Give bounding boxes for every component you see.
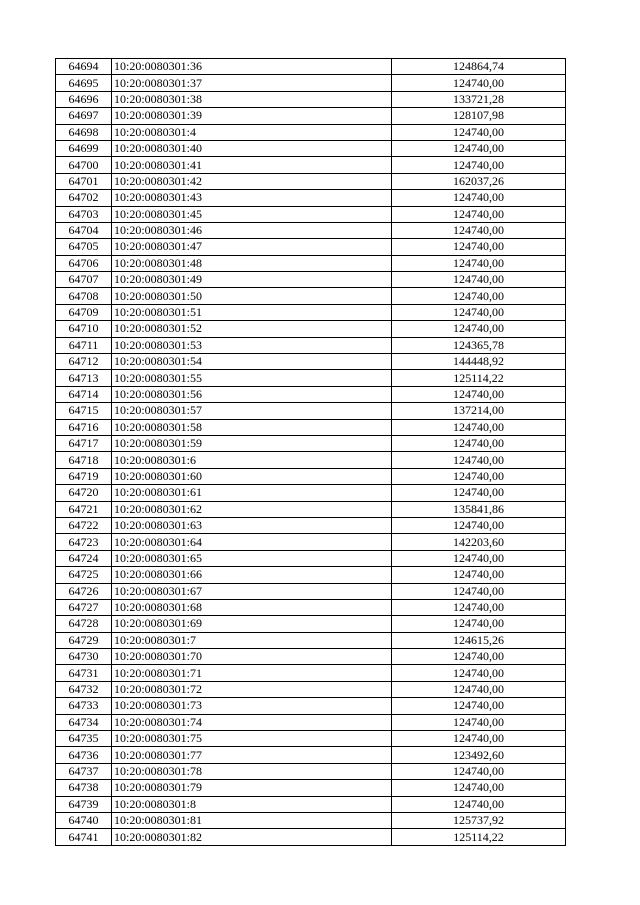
table-row [56, 206, 566, 222]
cadastral-value-cell: 124740,00 [392, 140, 566, 156]
cadastral-number-cell: 10:20:0080301:81 [112, 812, 392, 828]
row-number-cell: 64722 [56, 517, 112, 533]
cadastral-value-cell: 124740,00 [392, 649, 566, 665]
table-row [56, 468, 566, 484]
row-number-cell: 64707 [56, 272, 112, 288]
cadastral-number-cell: 10:20:0080301:41 [112, 157, 392, 173]
table-row [56, 550, 566, 566]
row-number-cell: 64716 [56, 419, 112, 435]
table-row [56, 714, 566, 730]
cadastral-number-cell: 10:20:0080301:59 [112, 435, 392, 451]
cadastral-value-cell: 124740,00 [392, 681, 566, 697]
table-row [56, 649, 566, 665]
table-row [56, 157, 566, 173]
row-number-cell: 64727 [56, 599, 112, 615]
table-row [56, 583, 566, 599]
cadastral-number-cell: 10:20:0080301:77 [112, 747, 392, 763]
cadastral-number-cell: 10:20:0080301:43 [112, 190, 392, 206]
table-row [56, 59, 566, 75]
cadastral-value-cell: 124740,00 [392, 763, 566, 779]
row-number-cell: 64738 [56, 780, 112, 796]
table-row [56, 665, 566, 681]
table-row [56, 321, 566, 337]
table-row [56, 452, 566, 468]
table-row [56, 763, 566, 779]
table-row [56, 731, 566, 747]
cadastral-number-cell: 10:20:0080301:45 [112, 206, 392, 222]
row-number-cell: 64698 [56, 124, 112, 140]
row-number-cell: 64711 [56, 337, 112, 353]
row-number-cell: 64710 [56, 321, 112, 337]
cadastral-value-cell: 124740,00 [392, 583, 566, 599]
table-row [56, 616, 566, 632]
cadastral-value-cell: 124740,00 [392, 485, 566, 501]
table-row [56, 599, 566, 615]
row-number-cell: 64714 [56, 386, 112, 402]
cadastral-number-cell: 10:20:0080301:40 [112, 140, 392, 156]
cadastral-number-cell: 10:20:0080301:58 [112, 419, 392, 435]
cadastral-value-cell: 124740,00 [392, 75, 566, 91]
cadastral-value-cell: 124740,00 [392, 780, 566, 796]
table-row [56, 534, 566, 550]
cadastral-number-cell: 10:20:0080301:66 [112, 567, 392, 583]
cadastral-number-cell: 10:20:0080301:61 [112, 485, 392, 501]
cadastral-value-cell: 124740,00 [392, 567, 566, 583]
cadastral-value-cell: 125737,92 [392, 812, 566, 828]
row-number-cell: 64715 [56, 403, 112, 419]
table-row [56, 501, 566, 517]
cadastral-number-cell: 10:20:0080301:78 [112, 763, 392, 779]
cadastral-value-cell: 124365,78 [392, 337, 566, 353]
cadastral-number-cell: 10:20:0080301:54 [112, 354, 392, 370]
row-number-cell: 64706 [56, 255, 112, 271]
cadastral-value-cell: 124740,00 [392, 272, 566, 288]
cadastral-value-cell: 124740,00 [392, 239, 566, 255]
cadastral-value-cell: 123492,60 [392, 747, 566, 763]
table-row [56, 435, 566, 451]
row-number-cell: 64724 [56, 550, 112, 566]
table-row [56, 354, 566, 370]
table-row [56, 190, 566, 206]
row-number-cell: 64726 [56, 583, 112, 599]
cadastral-value-cell: 124740,00 [392, 796, 566, 812]
table-row [56, 780, 566, 796]
table-row [56, 337, 566, 353]
cadastral-number-cell: 10:20:0080301:72 [112, 681, 392, 697]
cadastral-number-cell: 10:20:0080301:70 [112, 649, 392, 665]
table-row [56, 255, 566, 271]
cadastral-value-cell: 124740,00 [392, 206, 566, 222]
cadastral-value-cell: 124740,00 [392, 419, 566, 435]
table-row [56, 91, 566, 107]
cadastral-value-cell: 124864,74 [392, 59, 566, 75]
row-number-cell: 64736 [56, 747, 112, 763]
row-number-cell: 64721 [56, 501, 112, 517]
cadastral-value-cell: 124740,00 [392, 157, 566, 173]
cadastral-value-cell: 135841,86 [392, 501, 566, 517]
row-number-cell: 64725 [56, 567, 112, 583]
cadastral-value-cell: 124740,00 [392, 714, 566, 730]
cadastral-value-cell: 137214,00 [392, 403, 566, 419]
table-row [56, 403, 566, 419]
row-number-cell: 64713 [56, 370, 112, 386]
table-row [56, 239, 566, 255]
cadastral-value-cell: 133721,28 [392, 91, 566, 107]
cadastral-number-cell: 10:20:0080301:67 [112, 583, 392, 599]
table-row [56, 796, 566, 812]
row-number-cell: 64694 [56, 59, 112, 75]
row-number-cell: 64729 [56, 632, 112, 648]
cadastral-number-cell: 10:20:0080301:56 [112, 386, 392, 402]
row-number-cell: 64741 [56, 829, 112, 845]
cadastral-value-cell: 124740,00 [392, 222, 566, 238]
cadastral-value-cell: 142203,60 [392, 534, 566, 550]
row-number-cell: 64703 [56, 206, 112, 222]
row-number-cell: 64704 [56, 222, 112, 238]
cadastral-number-cell: 10:20:0080301:8 [112, 796, 392, 812]
table-row [56, 829, 566, 845]
row-number-cell: 64705 [56, 239, 112, 255]
row-number-cell: 64701 [56, 173, 112, 189]
row-number-cell: 64720 [56, 485, 112, 501]
cadastral-number-cell: 10:20:0080301:50 [112, 288, 392, 304]
row-number-cell: 64728 [56, 616, 112, 632]
row-number-cell: 64723 [56, 534, 112, 550]
cadastral-value-cell: 162037,26 [392, 173, 566, 189]
cadastral-number-cell: 10:20:0080301:47 [112, 239, 392, 255]
row-number-cell: 64700 [56, 157, 112, 173]
table-row [56, 272, 566, 288]
table-row [56, 124, 566, 140]
cadastral-number-cell: 10:20:0080301:62 [112, 501, 392, 517]
row-number-cell: 64739 [56, 796, 112, 812]
cadastral-value-cell: 144448,92 [392, 354, 566, 370]
cadastral-value-cell: 124740,00 [392, 731, 566, 747]
table-row [56, 681, 566, 697]
cadastral-number-cell: 10:20:0080301:74 [112, 714, 392, 730]
cadastral-value-cell: 124740,00 [392, 665, 566, 681]
cadastral-value-cell: 124740,00 [392, 386, 566, 402]
row-number-cell: 64740 [56, 812, 112, 828]
cadastral-number-cell: 10:20:0080301:68 [112, 599, 392, 615]
row-number-cell: 64717 [56, 435, 112, 451]
row-number-cell: 64730 [56, 649, 112, 665]
cadastral-value-cell: 124740,00 [392, 517, 566, 533]
row-number-cell: 64708 [56, 288, 112, 304]
row-number-cell: 64702 [56, 190, 112, 206]
cadastral-value-cell: 124740,00 [392, 698, 566, 714]
cadastral-number-cell: 10:20:0080301:39 [112, 108, 392, 124]
cadastral-number-cell: 10:20:0080301:37 [112, 75, 392, 91]
cadastral-value-cell: 124740,00 [392, 255, 566, 271]
cadastral-value-cell: 124740,00 [392, 435, 566, 451]
table-row [56, 108, 566, 124]
cadastral-number-cell: 10:20:0080301:71 [112, 665, 392, 681]
table-row [56, 75, 566, 91]
cadastral-number-cell: 10:20:0080301:53 [112, 337, 392, 353]
row-number-cell: 64697 [56, 108, 112, 124]
cadastral-value-cell: 124740,00 [392, 321, 566, 337]
cadastral-number-cell: 10:20:0080301:7 [112, 632, 392, 648]
row-number-cell: 64732 [56, 681, 112, 697]
cadastral-value-cell: 124740,00 [392, 190, 566, 206]
cadastral-number-cell: 10:20:0080301:57 [112, 403, 392, 419]
table-row [56, 517, 566, 533]
row-number-cell: 64735 [56, 731, 112, 747]
cadastral-number-cell: 10:20:0080301:75 [112, 731, 392, 747]
table-row [56, 370, 566, 386]
table-row [56, 288, 566, 304]
cadastral-number-cell: 10:20:0080301:69 [112, 616, 392, 632]
cadastral-number-cell: 10:20:0080301:49 [112, 272, 392, 288]
cadastral-number-cell: 10:20:0080301:60 [112, 468, 392, 484]
row-number-cell: 64699 [56, 140, 112, 156]
cadastral-number-cell: 10:20:0080301:38 [112, 91, 392, 107]
cadastral-number-cell: 10:20:0080301:6 [112, 452, 392, 468]
cadastral-number-cell: 10:20:0080301:48 [112, 255, 392, 271]
cadastral-number-cell: 10:20:0080301:46 [112, 222, 392, 238]
cadastral-number-cell: 10:20:0080301:51 [112, 304, 392, 320]
cadastral-number-cell: 10:20:0080301:79 [112, 780, 392, 796]
cadastral-value-cell: 128107,98 [392, 108, 566, 124]
cadastral-value-cell: 124740,00 [392, 468, 566, 484]
cadastral-number-cell: 10:20:0080301:36 [112, 59, 392, 75]
row-number-cell: 64718 [56, 452, 112, 468]
table-row [56, 140, 566, 156]
cadastral-value-cell: 124740,00 [392, 616, 566, 632]
cadastral-value-cell: 124615,26 [392, 632, 566, 648]
cadastral-value-cell: 124740,00 [392, 550, 566, 566]
cadastral-value-cell: 124740,00 [392, 452, 566, 468]
table-row [56, 485, 566, 501]
table-body [56, 59, 566, 846]
table-row [56, 812, 566, 828]
cadastral-value-cell: 125114,22 [392, 829, 566, 845]
table-row [56, 632, 566, 648]
table-row [56, 386, 566, 402]
cadastral-number-cell: 10:20:0080301:65 [112, 550, 392, 566]
cadastral-number-cell: 10:20:0080301:4 [112, 124, 392, 140]
row-number-cell: 64734 [56, 714, 112, 730]
table-row [56, 173, 566, 189]
table-row [56, 222, 566, 238]
cadastral-value-cell: 124740,00 [392, 124, 566, 140]
row-number-cell: 64731 [56, 665, 112, 681]
table-row [56, 698, 566, 714]
row-number-cell: 64696 [56, 91, 112, 107]
cadastral-value-cell: 124740,00 [392, 599, 566, 615]
cadastral-value-table [55, 58, 566, 846]
row-number-cell: 64709 [56, 304, 112, 320]
table-row [56, 747, 566, 763]
cadastral-value-cell: 124740,00 [392, 288, 566, 304]
table-row [56, 304, 566, 320]
cadastral-number-cell: 10:20:0080301:52 [112, 321, 392, 337]
row-number-cell: 64695 [56, 75, 112, 91]
table-row [56, 419, 566, 435]
row-number-cell: 64733 [56, 698, 112, 714]
cadastral-number-cell: 10:20:0080301:63 [112, 517, 392, 533]
cadastral-number-cell: 10:20:0080301:64 [112, 534, 392, 550]
row-number-cell: 64712 [56, 354, 112, 370]
row-number-cell: 64737 [56, 763, 112, 779]
cadastral-number-cell: 10:20:0080301:82 [112, 829, 392, 845]
cadastral-number-cell: 10:20:0080301:55 [112, 370, 392, 386]
cadastral-number-cell: 10:20:0080301:42 [112, 173, 392, 189]
cadastral-number-cell: 10:20:0080301:73 [112, 698, 392, 714]
cadastral-value-cell: 125114,22 [392, 370, 566, 386]
row-number-cell: 64719 [56, 468, 112, 484]
table-row [56, 567, 566, 583]
cadastral-value-cell: 124740,00 [392, 304, 566, 320]
